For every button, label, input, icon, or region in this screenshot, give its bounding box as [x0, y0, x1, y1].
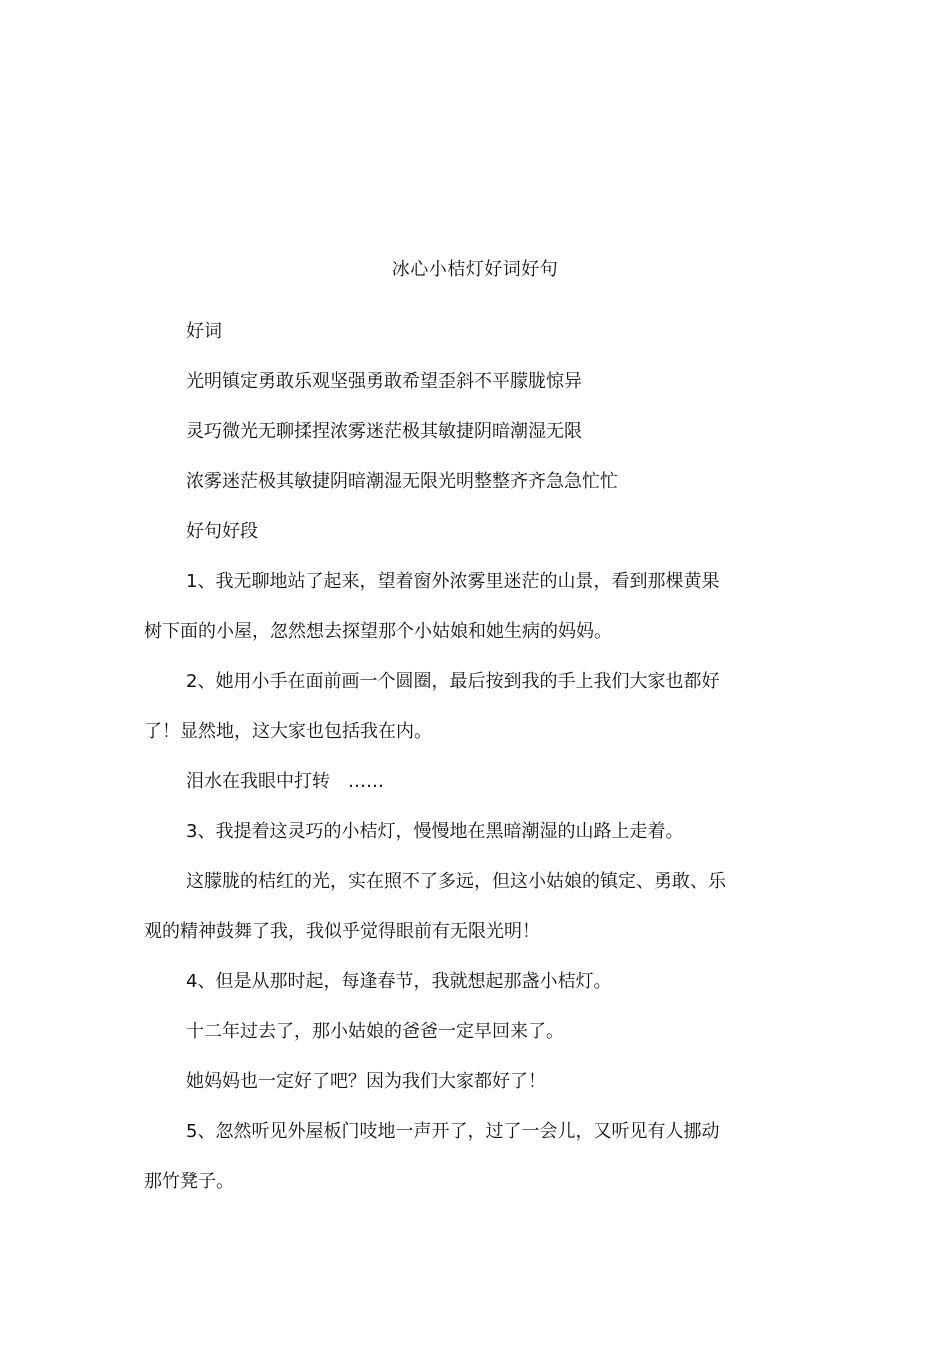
paragraph-line: 十二年过去了，那小姑娘的爸爸一定早回来了。: [186, 1021, 564, 1042]
section-heading-good-sentences: 好句好段: [186, 521, 258, 542]
paragraph-line: 她妈妈也一定好了吧？因为我们大家都好了！: [186, 1071, 546, 1092]
paragraph-line: 3、我提着这灵巧的小桔灯，慢慢地在黑暗潮湿的山路上走着。: [186, 821, 684, 842]
paragraph-line: 1、我无聊地站了起来，望着窗外浓雾里迷茫的山景，看到那棵黄果: [186, 571, 720, 592]
word-list-line: 光明镇定勇敢乐观坚强勇敢希望歪斜不平朦胧惊异: [186, 371, 582, 392]
paragraph-line: 5、忽然听见外屋板门吱地一声开了，过了一会儿，又听见有人挪动: [186, 1121, 720, 1142]
paragraph-line: 这朦胧的桔红的光，实在照不了多远，但这小姑娘的镇定、勇敢、乐: [186, 871, 726, 892]
paragraph-line: 4、但是从那时起，每逢春节，我就想起那盏小桔灯。: [186, 971, 612, 992]
paragraph-line: 2、她用小手在面前画一个圆圈，最后按到我的手上我们大家也都好: [186, 671, 720, 692]
section-heading-good-words: 好词: [186, 321, 222, 342]
paragraph-line: 观的精神鼓舞了我，我似乎觉得眼前有无限光明！: [144, 921, 540, 942]
paragraph-line: 树下面的小屋，忽然想去探望那个小姑娘和她生病的妈妈。: [144, 621, 612, 642]
paragraph-line: 那竹凳子。: [144, 1171, 234, 1192]
document-title: 冰心小桔灯好词好句: [391, 259, 559, 280]
paragraph-line: 泪水在我眼中打转 ……: [186, 771, 384, 792]
word-list-line: 浓雾迷茫极其敏捷阴暗潮湿无限光明整整齐齐急急忙忙: [186, 471, 618, 492]
paragraph-line: 了！显然地，这大家也包括我在内。: [144, 721, 432, 742]
word-list-line: 灵巧微光无聊揉捏浓雾迷茫极其敏捷阴暗潮湿无限: [186, 421, 582, 442]
